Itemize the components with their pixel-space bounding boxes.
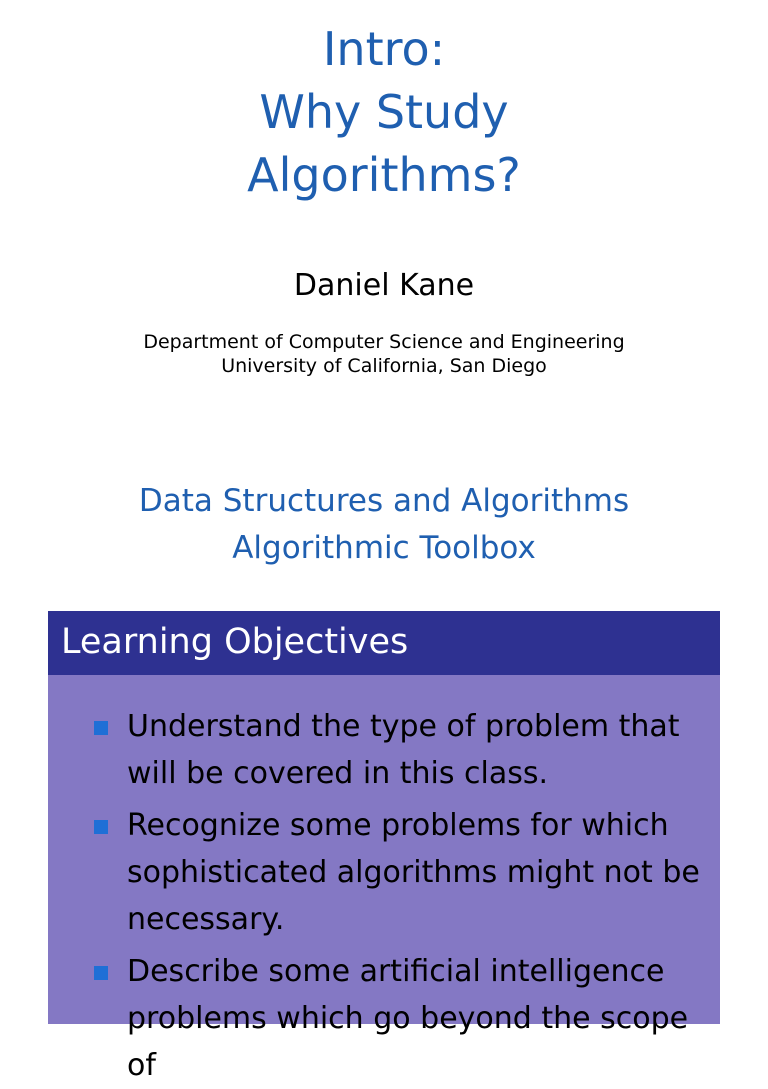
objective-text: Understand the type of problem that will be covered in this class. — [127, 709, 680, 791]
objective-text: Describe some artificial intelligence problems which go beyond the scope of — [127, 954, 689, 1083]
square-bullet-icon — [94, 966, 108, 980]
objective-item — [48, 802, 720, 943]
learning-objectives-body — [48, 675, 720, 1083]
title-line-3: Algorithms? — [247, 148, 521, 202]
learning-objectives-block — [48, 611, 720, 1083]
course-info — [0, 478, 768, 572]
objective-item — [48, 703, 720, 797]
square-bullet-icon — [94, 721, 108, 735]
learning-objectives-heading: Learning Objectives — [48, 611, 720, 675]
affiliation — [0, 330, 768, 378]
affiliation-department: Department of Computer Science and Engineering — [143, 331, 625, 353]
title-line-2: Why Study — [259, 85, 509, 139]
square-bullet-icon — [94, 820, 108, 834]
objective-text: Recognize some problems for which sophisticated algorithms might not be necessary. — [127, 808, 700, 937]
slide-title — [0, 18, 768, 207]
objective-list — [48, 703, 720, 1089]
course-subtitle: Algorithmic Toolbox — [232, 530, 536, 566]
objective-item — [48, 948, 720, 1089]
title-line-1: Intro: — [322, 22, 446, 76]
author-name: Daniel Kane — [293, 268, 475, 303]
course-name: Data Structures and Algorithms — [138, 483, 630, 519]
affiliation-university: University of California, San Diego — [221, 355, 547, 377]
